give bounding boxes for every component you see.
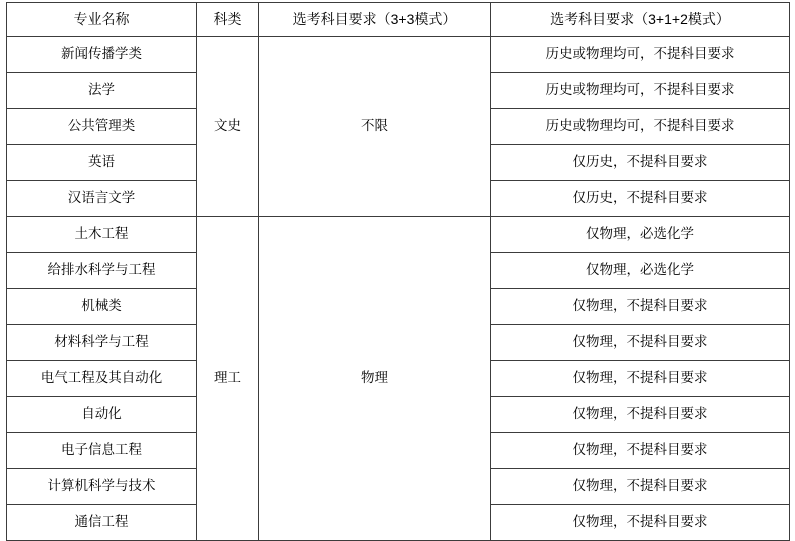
mode312-requirement: 仅历史，不提科目要求 bbox=[572, 190, 708, 206]
mode312-requirement: 仅物理，不提科目要求 bbox=[572, 334, 708, 350]
column-header-category bbox=[197, 3, 259, 37]
mode312-requirement: 仅物理，不提科目要求 bbox=[572, 478, 708, 494]
cell-mode312 bbox=[491, 181, 790, 217]
major-requirements-table bbox=[6, 2, 790, 541]
cell-major bbox=[7, 145, 197, 181]
table-row bbox=[7, 37, 790, 73]
cell-category bbox=[197, 37, 259, 217]
major-name: 自动化 bbox=[81, 406, 122, 422]
cell-mode312 bbox=[491, 217, 790, 253]
major-name: 公共管理类 bbox=[67, 118, 136, 134]
cell-mode312 bbox=[491, 433, 790, 469]
major-name: 英语 bbox=[88, 154, 115, 170]
major-name: 法学 bbox=[88, 82, 115, 98]
cell-mode312 bbox=[491, 37, 790, 73]
major-name: 通信工程 bbox=[74, 514, 129, 530]
cell-mode312 bbox=[491, 469, 790, 505]
major-name: 电气工程及其自动化 bbox=[40, 370, 163, 386]
cell-major bbox=[7, 253, 197, 289]
cell-major bbox=[7, 433, 197, 469]
mode312-requirement: 仅物理，不提科目要求 bbox=[572, 298, 708, 314]
cell-mode312 bbox=[491, 145, 790, 181]
category-name: 理工 bbox=[214, 370, 241, 386]
cell-category bbox=[197, 217, 259, 541]
major-name: 电子信息工程 bbox=[61, 442, 142, 458]
table-header-row bbox=[7, 3, 790, 37]
cell-major bbox=[7, 289, 197, 325]
category-name: 文史 bbox=[214, 118, 241, 134]
cell-mode33 bbox=[259, 217, 491, 541]
cell-major bbox=[7, 73, 197, 109]
cell-mode33 bbox=[259, 37, 491, 217]
cell-major bbox=[7, 217, 197, 253]
major-name: 机械类 bbox=[81, 298, 122, 314]
document-sheet bbox=[0, 2, 795, 530]
mode312-requirement: 仅物理，必选化学 bbox=[586, 226, 694, 242]
mode312-requirement: 历史或物理均可，不提科目要求 bbox=[545, 46, 735, 62]
mode312-requirement: 仅物理，不提科目要求 bbox=[572, 442, 708, 458]
mode312-requirement: 仅物理，不提科目要求 bbox=[572, 514, 708, 530]
cell-major bbox=[7, 37, 197, 73]
major-name: 给排水科学与工程 bbox=[47, 262, 156, 278]
cell-major bbox=[7, 469, 197, 505]
mode312-requirement: 仅物理，不提科目要求 bbox=[572, 370, 708, 386]
cell-mode312 bbox=[491, 361, 790, 397]
mode312-requirement: 仅历史，不提科目要求 bbox=[572, 154, 708, 170]
cell-major bbox=[7, 109, 197, 145]
cell-major bbox=[7, 505, 197, 541]
cell-mode312 bbox=[491, 397, 790, 433]
cell-mode312 bbox=[491, 73, 790, 109]
major-name: 材料科学与工程 bbox=[54, 334, 149, 350]
column-header-major bbox=[7, 3, 197, 37]
major-name: 汉语言文学 bbox=[67, 190, 136, 206]
major-name: 新闻传播学类 bbox=[61, 46, 142, 62]
cell-major bbox=[7, 325, 197, 361]
cell-mode312 bbox=[491, 505, 790, 541]
mode33-requirement: 不限 bbox=[361, 118, 388, 134]
cell-mode312 bbox=[491, 289, 790, 325]
cell-major bbox=[7, 181, 197, 217]
mode312-requirement: 仅物理，不提科目要求 bbox=[572, 406, 708, 422]
cell-mode312 bbox=[491, 253, 790, 289]
column-header-mode312 bbox=[491, 3, 790, 37]
column-header-mode312-label: 选考科目要求（3+1+2模式） bbox=[550, 11, 730, 28]
cell-mode312 bbox=[491, 325, 790, 361]
column-header-mode33 bbox=[259, 3, 491, 37]
table-header bbox=[7, 3, 790, 37]
column-header-major-label: 专业名称 bbox=[73, 11, 130, 28]
column-header-category-label: 科类 bbox=[213, 11, 242, 28]
mode312-requirement: 历史或物理均可，不提科目要求 bbox=[545, 82, 735, 98]
table-row bbox=[7, 217, 790, 253]
cell-mode312 bbox=[491, 109, 790, 145]
table-body bbox=[7, 37, 790, 541]
mode33-requirement: 物理 bbox=[361, 370, 388, 386]
cell-major bbox=[7, 397, 197, 433]
major-name: 计算机科学与技术 bbox=[47, 478, 156, 494]
mode312-requirement: 仅物理，必选化学 bbox=[586, 262, 694, 278]
mode312-requirement: 历史或物理均可，不提科目要求 bbox=[545, 118, 735, 134]
column-header-mode33-label: 选考科目要求（3+3模式） bbox=[292, 11, 457, 28]
major-name: 土木工程 bbox=[74, 226, 129, 242]
cell-major bbox=[7, 361, 197, 397]
